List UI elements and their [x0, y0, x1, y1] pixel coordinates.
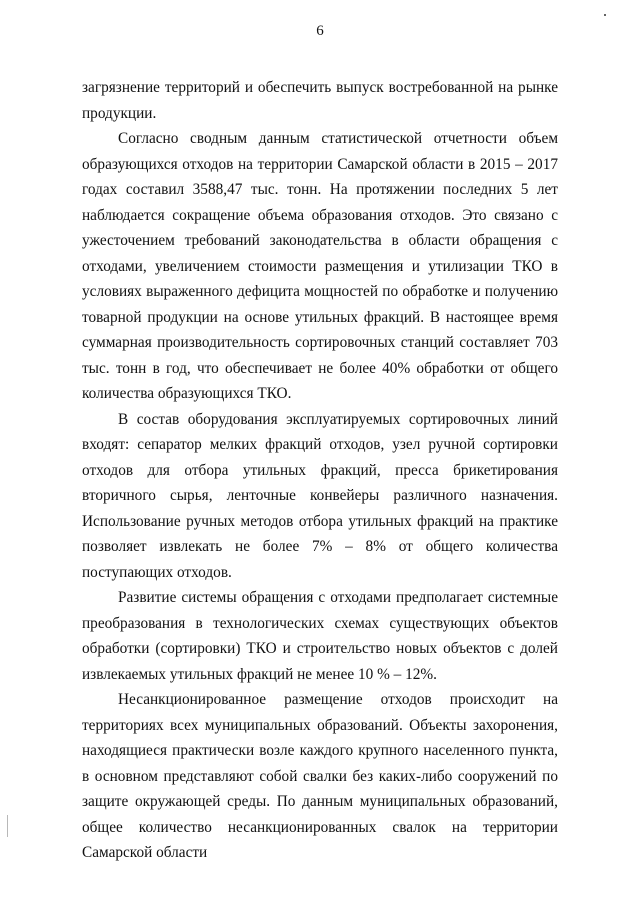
document-body [82, 75, 558, 866]
paragraph-system-development: Развитие системы обращения с отходами предполагает системные преобразования в технологических схемах существующих объектов обработки (сортировки) ТКО и строительство новых объектов с долей извлекаемых утильных фракций не менее 10 % – 12%. [82, 589, 558, 683]
scan-margin-line [7, 815, 8, 837]
scan-dot-mark [604, 14, 606, 16]
page-number: 6 [316, 23, 324, 39]
paragraph-waste-statistics: Согласно сводным данным статистической отчетности объем образующихся отходов на территории Самарской области в 2015 – 2017 годах составил 3588,47 тыс. тонн. На протяжении последних 5 лет наблюдается сокращение объема образования отходов. Это связано с ужесточением требований законодательства в области обращения с отходами, увеличением стоимости размещения и утилизации ТКО в условиях выраженного дефицита мощностей по обработке и получению товарной продукции на основе утильных фракций. В настоящее время суммарная производительность сортировочных станций составляет 703 тыс. тонн в год, что обеспечивает не более 40% обработки от общего количества образующихся ТКО. [82, 130, 558, 402]
paragraph-continuation: загрязнение территорий и обеспечить выпуск востребованной на рынке продукции. [82, 79, 558, 122]
paragraph-sorting-equipment: В состав оборудования эксплуатируемых сортировочных линий входят: сепаратор мелких фракций отходов, узел ручной сортировки отходов для отбора утильных фракций, пресса брикетирования вторичного сырья, ленточные конвейеры различного назначения. Использование ручных методов отбора утильных фракций на практике позволяет извлекать не более 7% – 8% от общего количества поступающих отходов. [82, 410, 558, 581]
paragraph-unauthorized-dumps: Несанкционированное размещение отходов происходит на территориях всех муниципальных образований. Объекты захоронения, находящиеся практически возле каждого крупного населенного пункта, в основном представляют собой свалки без каких-либо сооружений по защите окружающей среды. По данным муниципальных образований, общее количество несанкционированных свалок на территории Самарской области [82, 691, 558, 861]
